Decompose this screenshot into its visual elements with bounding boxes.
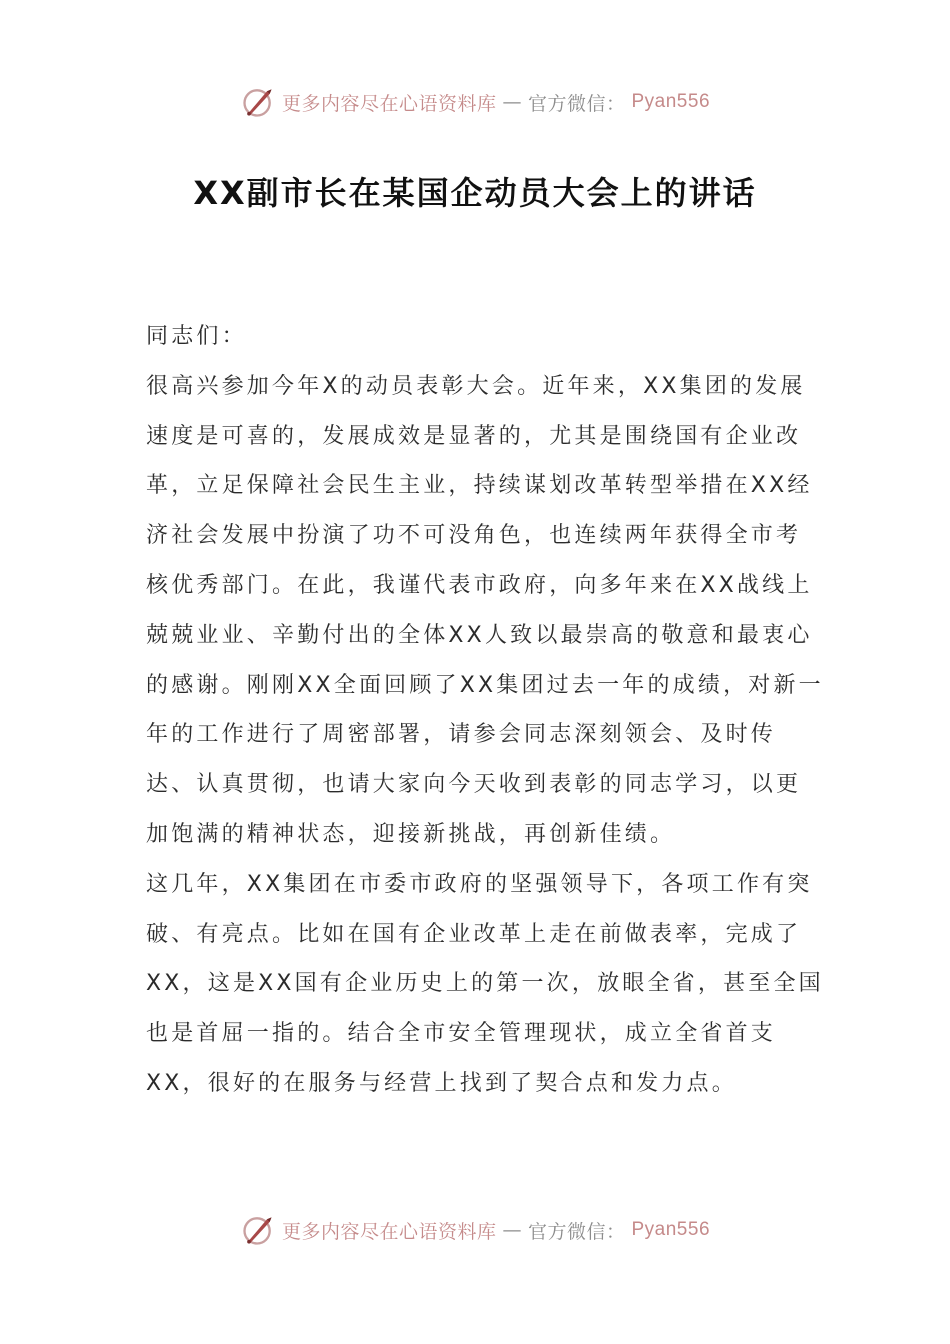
header-watermark xyxy=(0,80,950,124)
salutation: 同志们： xyxy=(146,324,247,349)
document-title: XX副市长在某国企动员大会上的讲话 xyxy=(193,174,757,212)
document-body xyxy=(146,312,826,1109)
watermark-dash: — xyxy=(502,91,522,113)
quill-pen-logo-icon xyxy=(240,84,276,120)
watermark-dash: — xyxy=(502,1219,522,1241)
quill-pen-logo-icon xyxy=(240,1212,276,1248)
watermark-brand-text: 更多内容尽在心语资料库 xyxy=(281,1220,497,1243)
watermark-contact-label: 官方微信： xyxy=(527,92,626,115)
watermark-contact-label: 官方微信： xyxy=(527,1220,626,1243)
body-paragraph-1: 很高兴参加今年X的动员表彰大会。近年来，XX集团的发展速度是可喜的，发展成效是显著的，尤其是围绕国有企业改革，立足保障社会民生主业，持续谋划改革转型举措在XX经济社会发展中扮演了功不可没角色，也连续两年获得全市考核优秀部门。在此，我谨代表市政府，向多年来在XX战线上兢兢业业、辛勤付出的全体XX人致以最崇高的敬意和最衷心的感谢。刚刚XX全面回顾了XX集团过去一年的成绩，对新一年的工作进行了周密部署，请参会同志深刻领会、及时传达、认真贯彻，也请大家向今天收到表彰的同志学习，以更加饱满的精神状态，迎接新挑战，再创新佳绩。 xyxy=(146,373,824,847)
watermark-contact-id: Pyan556 xyxy=(631,1219,711,1240)
body-paragraph-2: 这几年，XX集团在市委市政府的坚强领导下，各项工作有突破、有亮点。比如在国有企业改革上走在前做表率，完成了XX，这是XX国有企业历史上的第一次，放眼全省，甚至全国也是首屈一指的。结合全市安全管理现状，成立全省首支XX，很好的在服务与经营上找到了契合点和发力点。 xyxy=(146,871,824,1096)
watermark-brand-text: 更多内容尽在心语资料库 xyxy=(281,92,497,115)
watermark-contact-id: Pyan556 xyxy=(631,91,711,112)
footer-watermark xyxy=(0,1208,950,1252)
